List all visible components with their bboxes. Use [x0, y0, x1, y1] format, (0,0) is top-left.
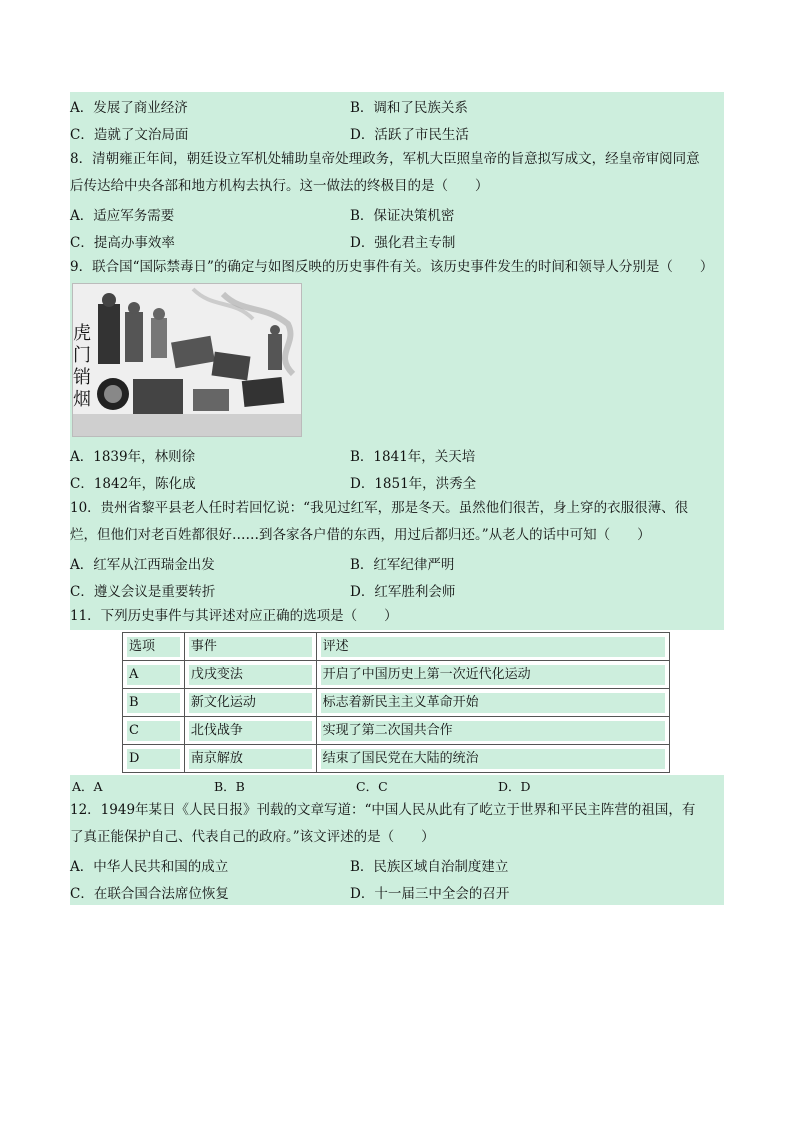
q9-stem	[70, 254, 724, 281]
q10-option-c: C．遵义会议是重要转折	[70, 583, 216, 600]
q10-options	[70, 549, 724, 603]
q9-option-b: B．1841年，关天培	[350, 448, 476, 465]
table-cell: 开启了中国历史上第一次近代化运动	[321, 665, 665, 685]
table-cell: 标志着新民主主义革命开始	[321, 693, 665, 713]
q10-option-b: B．红军纪律严明	[350, 556, 455, 573]
table-cell: 结束了国民党在大陆的统治	[321, 749, 665, 769]
q8-line-2: 后传达给中央各部和地方机构去执行。这一做法的终极目的是（ ）	[70, 178, 489, 194]
exam-page	[70, 92, 724, 905]
table-row	[123, 745, 670, 773]
q8-option-d: D．强化君主专制	[350, 234, 456, 251]
q10-option-a: A．红军从江西瑞金出发	[70, 556, 215, 573]
q7-option-d: D．活跃了市民生活	[350, 126, 469, 143]
q10-option-d: D．红军胜利会师	[350, 583, 456, 600]
table-cell: B	[127, 693, 180, 713]
q11-stem	[70, 603, 724, 630]
q12-option-d: D．十一届三中全会的召开	[350, 885, 510, 902]
q9-options	[70, 441, 724, 495]
q9-option-c: C．1842年，陈化成	[70, 475, 196, 492]
table-row	[123, 689, 670, 717]
table-header: 事件	[189, 637, 312, 657]
q11-table	[122, 632, 670, 773]
table-header: 选项	[127, 637, 180, 657]
q7-option-c: C．造就了文治局面	[70, 126, 189, 143]
table-cell: C	[127, 721, 180, 741]
q7-options	[70, 92, 724, 146]
q7-option-b: B．调和了民族关系	[350, 99, 468, 116]
humen-opium-destruction-image	[72, 283, 302, 437]
q8-option-b: B．保证决策机密	[350, 207, 455, 224]
illustration-icon	[73, 284, 301, 436]
q12-line-2: 了真正能保护自己、代表自己的政府。”该文评述的是（ ）	[70, 829, 435, 845]
q9-figure	[70, 281, 724, 441]
q10-stem	[70, 495, 724, 549]
q12-option-a: A．中华人民共和国的成立	[70, 858, 229, 875]
table-cell: D	[127, 749, 180, 769]
q8-line-1: 8．清朝雍正年间，朝廷设立军机处辅助皇帝处理政务，军机大臣照皇帝的旨意拟写成文，经皇帝审阅同意	[70, 151, 700, 167]
image-caption: 虎 门 销 烟	[73, 323, 91, 410]
table-cell: 戊戌变法	[189, 665, 312, 685]
table-header: 评述	[321, 637, 665, 657]
q12-line-1: 12．1949年某日《人民日报》刊载的文章写道：“中国人民从此有了屹立于世界和平民主阵营的祖国，有	[70, 802, 696, 818]
q12-stem	[70, 797, 724, 851]
table-row	[123, 661, 670, 689]
q11-table-wrap	[70, 630, 724, 775]
table-header-row	[123, 633, 670, 661]
q8-options	[70, 200, 724, 254]
q7-option-a: A．发展了商业经济	[70, 99, 188, 116]
table-cell: 北伐战争	[189, 721, 312, 741]
q8-option-c: C．提高办事效率	[70, 234, 175, 251]
q9-line-1: 9．联合国“国际禁毒日”的确定与如图反映的历史事件有关。该历史事件发生的时间和领导人分别是（ ）	[70, 259, 714, 275]
q11-option-d: D．D	[498, 779, 531, 794]
q9-option-d: D．1851年，洪秀全	[350, 475, 477, 492]
q10-line-2: 烂，但他们对老百姓都很好……到各家各户借的东西，用过后都归还。”从老人的话中可知（ ）	[70, 527, 651, 543]
q12-options	[70, 851, 724, 905]
q11-option-b: B．B	[214, 779, 245, 794]
q9-option-a: A．1839年，林则徐	[70, 448, 196, 465]
table-cell: 南京解放	[189, 749, 312, 769]
q11-option-a: A．A	[72, 779, 103, 794]
q11-options	[70, 775, 724, 797]
q8-stem	[70, 146, 724, 200]
q11-line-1: 11．下列历史事件与其评述对应正确的选项是（ ）	[70, 608, 398, 624]
q11-option-c: C．C	[356, 779, 388, 794]
table-cell: 新文化运动	[189, 693, 312, 713]
table-row	[123, 717, 670, 745]
table-cell: 实现了第二次国共合作	[321, 721, 665, 741]
q8-option-a: A．适应军务需要	[70, 207, 175, 224]
table-cell: A	[127, 665, 180, 685]
q10-line-1: 10．贵州省黎平县老人任时若回忆说：“我见过红军，那是冬天。虽然他们很苦，身上穿的衣服很薄、很	[70, 500, 689, 516]
q12-option-b: B．民族区域自治制度建立	[350, 858, 509, 875]
q12-option-c: C．在联合国合法席位恢复	[70, 885, 229, 902]
